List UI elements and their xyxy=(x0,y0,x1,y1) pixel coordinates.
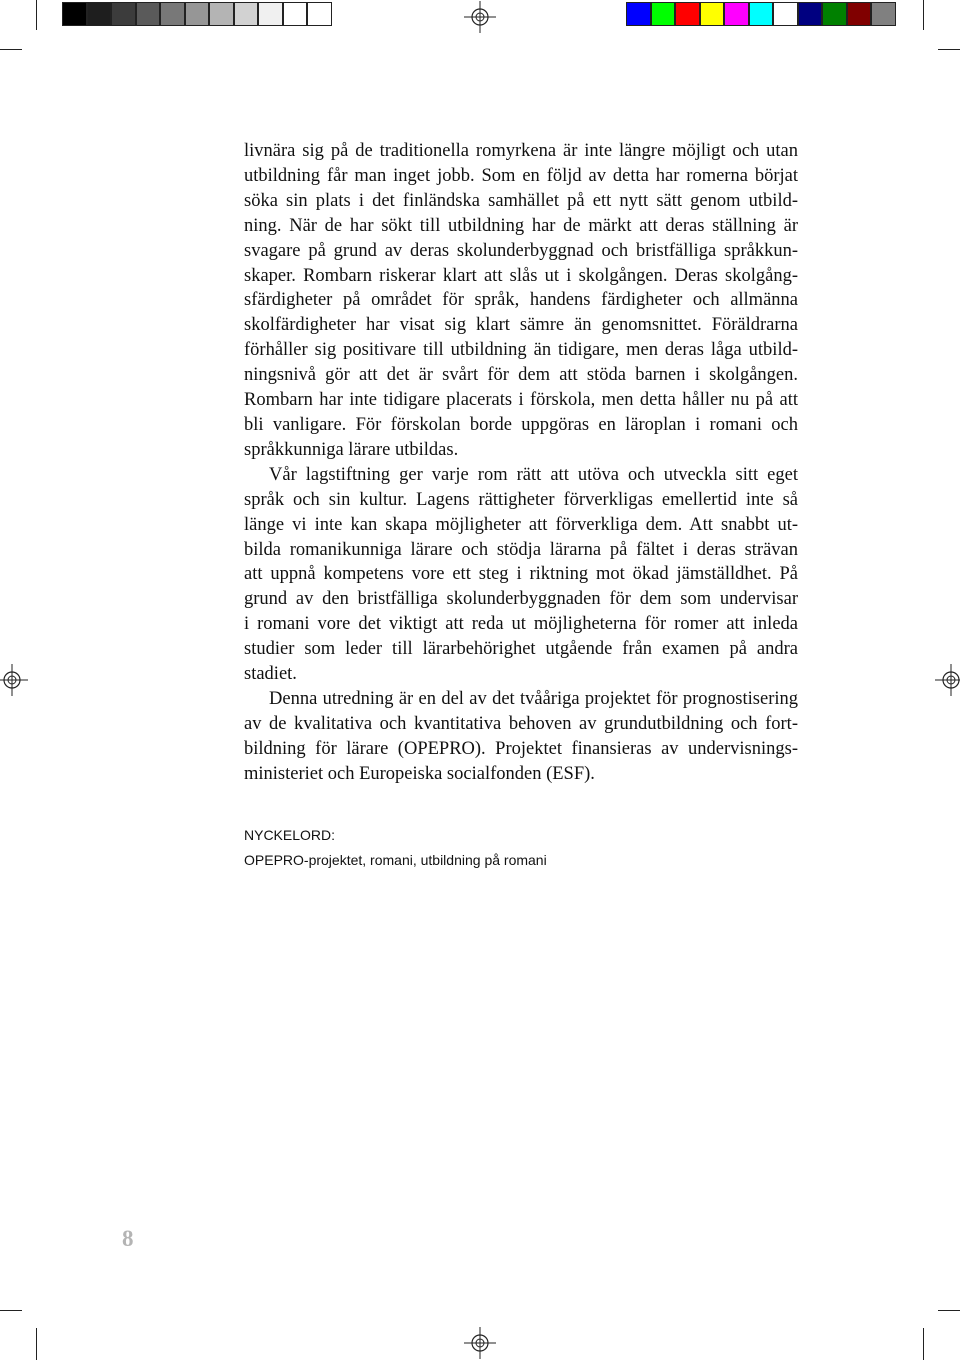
text-line: språk och sin kultur. Lagens rättigheter förverkligas emellertid inte så xyxy=(244,489,798,510)
registration-mark-top xyxy=(464,1,496,33)
gray-swatch xyxy=(136,2,161,26)
text-line: söka sin plats i det finländska samhället på ett nytt sätt genom utbild- xyxy=(244,190,798,211)
text-line: i romani vore det viktigt att reda ut möjligheterna för romer att inleda xyxy=(244,614,798,635)
text-line: ministeriet och Europeiska socialfonden (ESF). xyxy=(244,763,595,784)
text-line: bli vanligare. För förskolan borde uppgöras en läroplan i romani och xyxy=(244,414,798,435)
text-line: bildning för lärare (OPEPRO). Projektet finansieras av undervisnings- xyxy=(244,738,798,759)
text-line: ning. När de har sökt till utbildning har de märkt att deras ställning är xyxy=(244,215,798,236)
gray-swatch xyxy=(283,2,308,26)
text-line: grund av den bristfälliga skolunderbyggnaden för dem som undervisar xyxy=(244,589,798,610)
registration-mark-right xyxy=(935,664,960,696)
paragraphs xyxy=(244,139,798,787)
color-swatch xyxy=(847,2,872,26)
keywords-block xyxy=(244,823,798,873)
crop-mark-right-bottom xyxy=(938,1310,960,1311)
color-swatch xyxy=(675,2,700,26)
gray-swatch xyxy=(87,2,112,26)
text-line: sfärdigheter på området för språk, handens färdigheter och allmänna xyxy=(244,290,798,311)
color-swatch xyxy=(798,2,823,26)
text-line: skolfärdigheter har visat sig klart sämre än genomsnittet. Föräldrarna xyxy=(244,315,798,336)
gray-swatch xyxy=(234,2,259,26)
gray-swatch xyxy=(111,2,136,26)
registration-mark-bottom xyxy=(464,1327,496,1359)
text-line: länge vi inte kan skapa möjligheter att förverkliga dem. Att snabbt ut- xyxy=(244,514,798,535)
color-swatch xyxy=(700,2,725,26)
text-line: språkkunniga lärare utbildas. xyxy=(244,439,459,460)
color-swatch xyxy=(626,2,651,26)
text-line: förhåller sig positivare till utbildning än tidigare, men deras låga utbild- xyxy=(244,340,798,361)
gray-swatch xyxy=(209,2,234,26)
text-line: Rombarn har inte tidigare placerats i förskola, men detta håller nu på att xyxy=(244,390,798,411)
crop-mark-right-top xyxy=(938,49,960,50)
grayscale-calibration-strip xyxy=(62,2,332,26)
text-line: Vår lagstiftning ger varje rom rätt att utöva och utveckla sitt eget xyxy=(269,464,798,485)
body-text xyxy=(244,139,798,873)
gray-swatch xyxy=(307,2,332,26)
color-swatch xyxy=(749,2,774,26)
crop-mark-left-bottom xyxy=(0,1310,22,1311)
registration-mark-left xyxy=(0,664,28,696)
color-swatch xyxy=(651,2,676,26)
text-line: av de kvalitativa och kvantitativa behoven av grundutbildning och fort- xyxy=(244,713,798,734)
text-line: studier som leder till lärarbehörighet utgående från examen på andra xyxy=(244,639,798,660)
gray-swatch xyxy=(160,2,185,26)
crop-mark-bottom-left xyxy=(36,1328,37,1360)
crop-mark-top-right xyxy=(923,0,924,30)
paragraph xyxy=(244,687,798,787)
paragraph xyxy=(244,463,798,687)
text-line: bilda romanikunniga lärare och stödja lärarna på fältet i deras strävan xyxy=(244,539,798,560)
gray-swatch xyxy=(185,2,210,26)
color-calibration-strip xyxy=(626,2,896,26)
text-line: ningsnivå gör att det är svårt för dem att stöda barnen i skolgången. xyxy=(244,365,798,386)
text-line: stadiet. xyxy=(244,664,297,685)
paragraph xyxy=(244,139,798,463)
text-line: utbildning får man inget jobb. Som en följd av detta har romerna börjat xyxy=(244,165,798,186)
color-swatch xyxy=(822,2,847,26)
text-line: livnära sig på de traditionella romyrkena är inte längre möjligt och utan xyxy=(244,141,798,161)
color-swatch xyxy=(871,2,896,26)
gray-swatch xyxy=(258,2,283,26)
text-line: Denna utredning är en del av det tvååriga projektet för prognostisering xyxy=(269,688,798,709)
page-number: 8 xyxy=(122,1226,134,1251)
crop-mark-bottom-right xyxy=(923,1328,924,1360)
text-line: att uppnå kompetens vore ett steg i riktning mot ökad jämställdhet. På xyxy=(244,564,798,585)
color-swatch xyxy=(773,2,798,26)
color-swatch xyxy=(724,2,749,26)
text-line: svagare på grund av deras skolunderbyggnad och bristfälliga språkkun- xyxy=(244,240,798,261)
crop-mark-top-left xyxy=(36,0,37,30)
keywords-text: OPEPRO-projektet, romani, utbildning på romani xyxy=(244,851,547,868)
keywords-heading: NYCKELORD: xyxy=(244,826,336,843)
gray-swatch xyxy=(62,2,87,26)
text-line: skaper. Rombarn riskerar klart att slås ut i skolgången. Deras skolgång- xyxy=(244,265,798,286)
crop-mark-left-top xyxy=(0,49,22,50)
